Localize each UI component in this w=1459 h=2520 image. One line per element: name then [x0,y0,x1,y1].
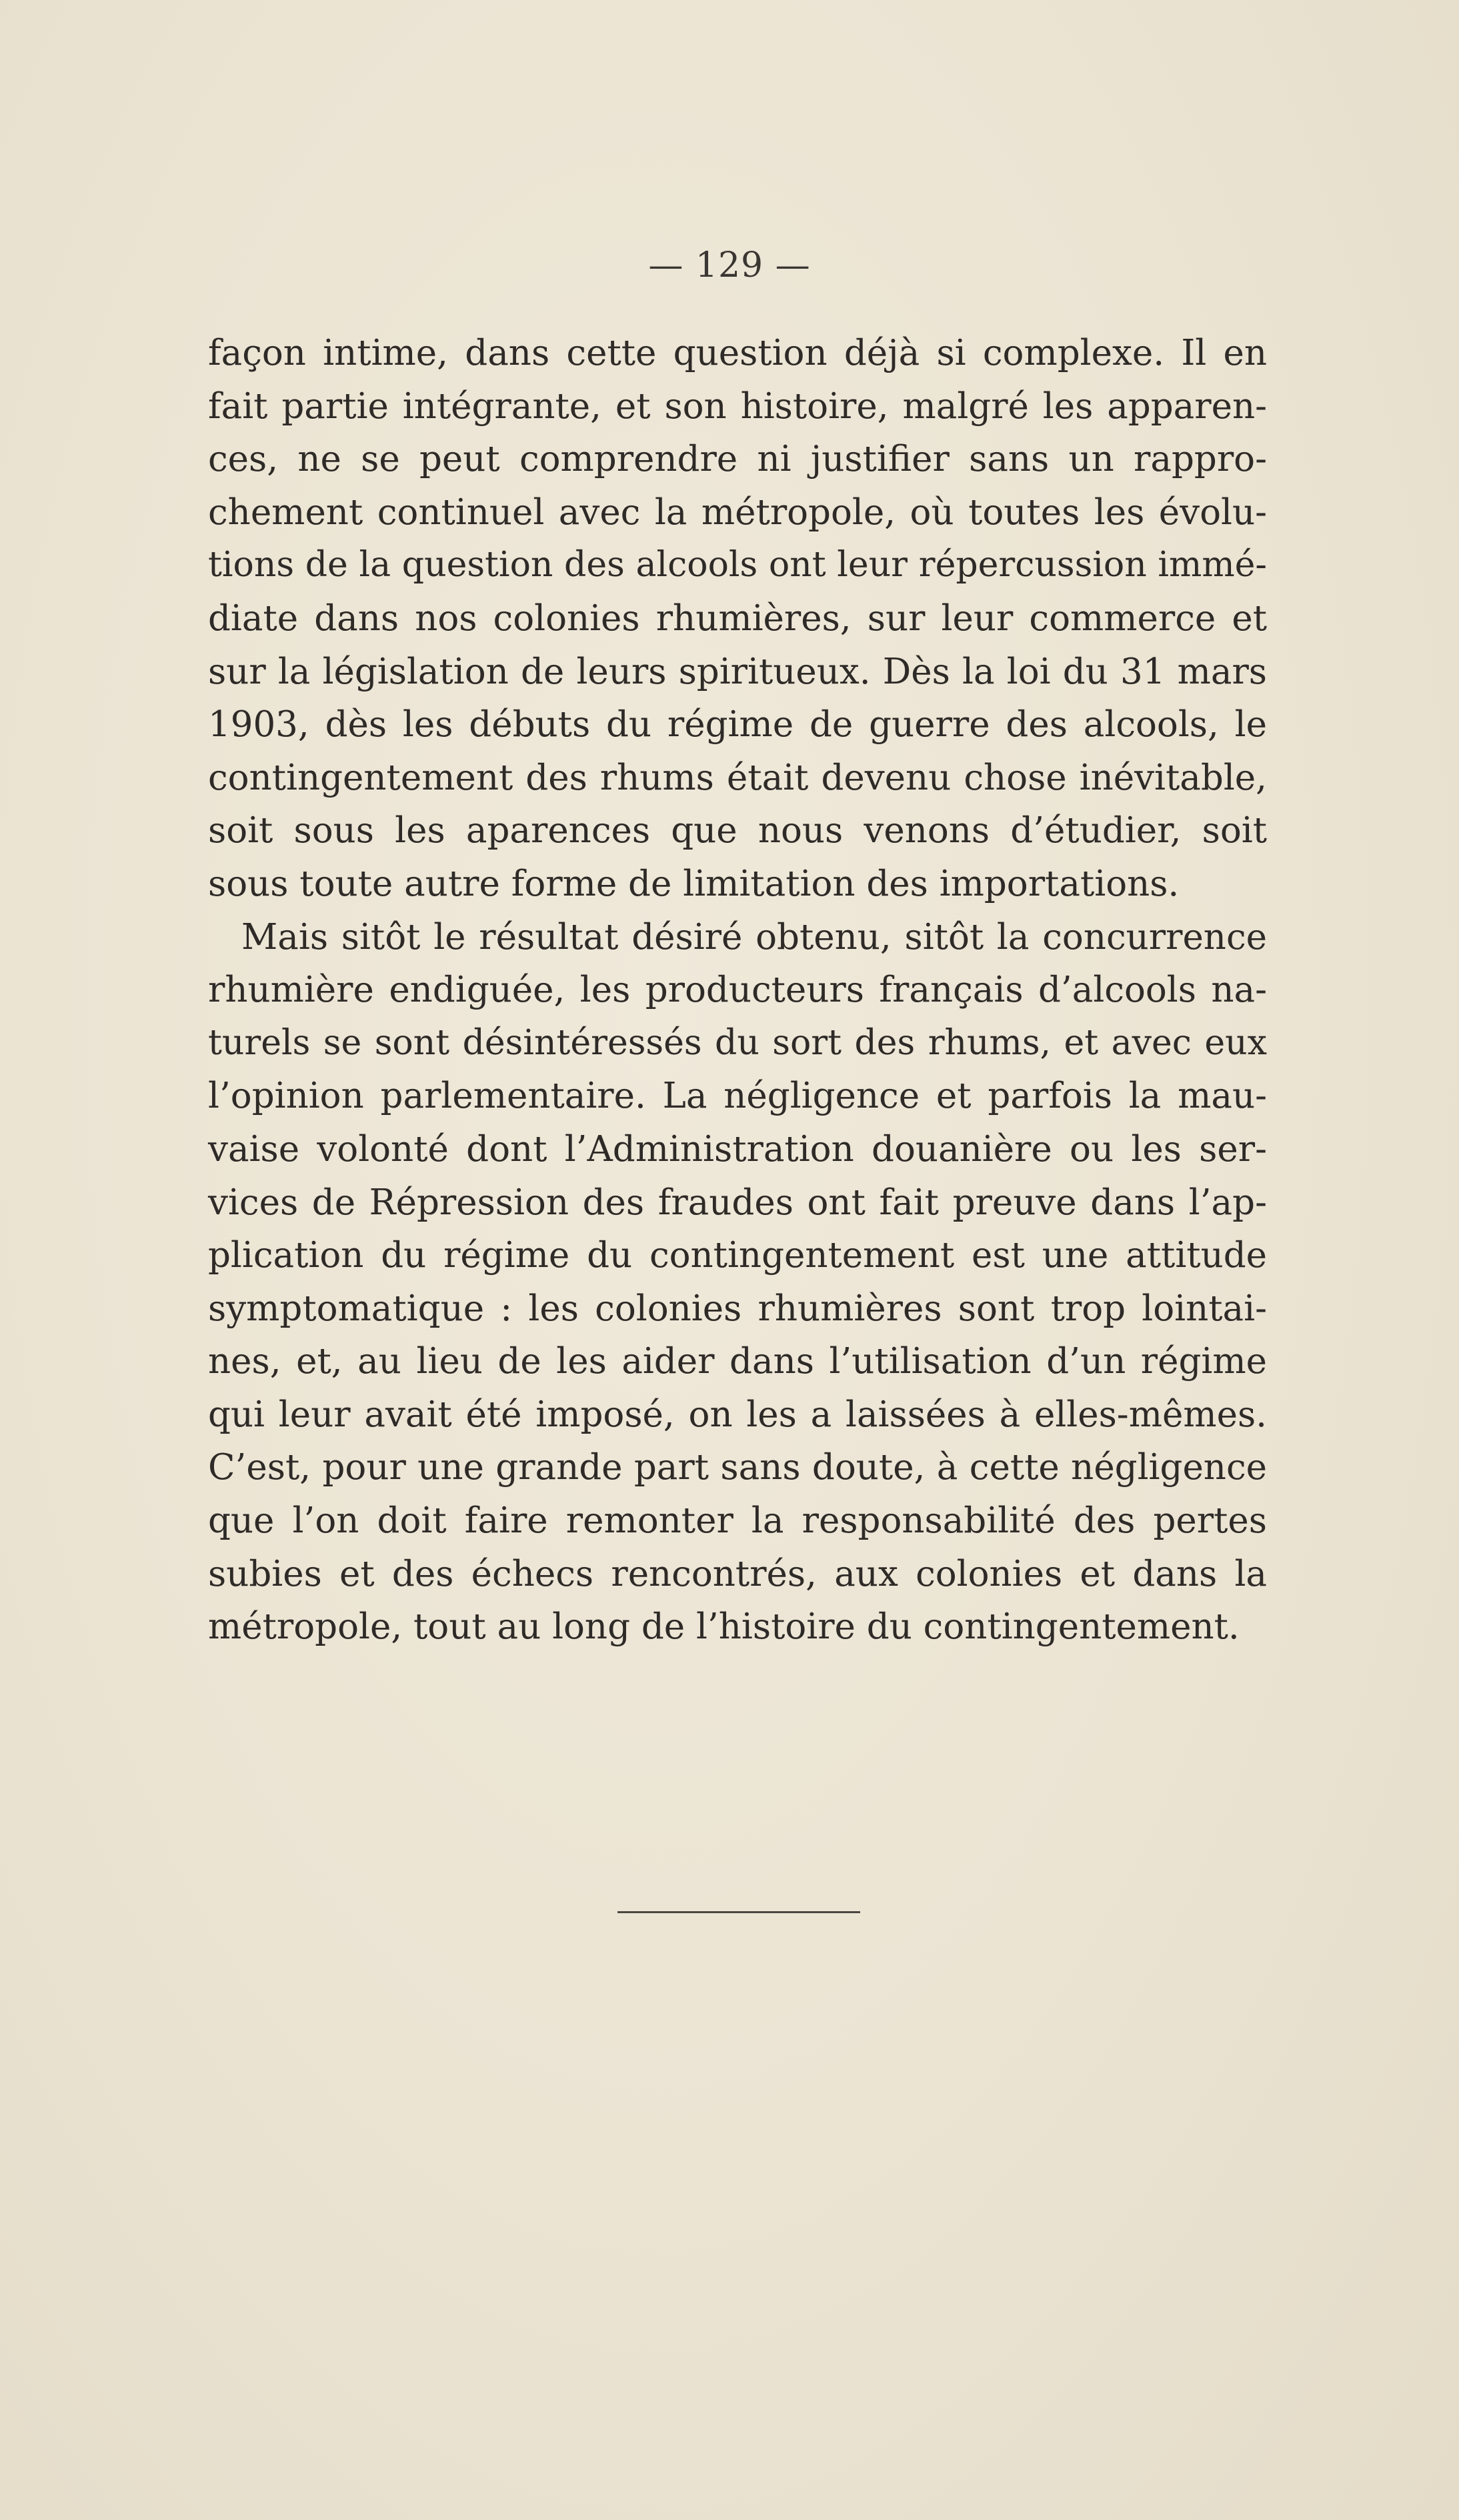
paragraph-2 [208,911,1267,1654]
text-line: symptomatique : les colonies rhumières sont trop lointai- [208,1288,1267,1329]
text-line: contingentement des rhums était devenu chose inévitable, [208,757,1267,798]
text-line: ces, ne se peut comprendre ni justifier sans un rappro- [208,439,1267,480]
body-text [208,327,1267,1654]
text-line: vaise volonté dont l’Administration douanière ou les ser- [208,1128,1267,1170]
text-line: vices de Répression des fraudes ont fait preuve dans l’ap- [208,1182,1267,1223]
section-end-rule [617,1911,860,1913]
text-line: plication du régime du contingentement est une attitude [208,1235,1267,1276]
text-line: façon intime, dans cette question déjà si complexe. Il en [208,333,1267,373]
text-line: métropole, tout au long de l’histoire du contingentement. [208,1606,1240,1648]
text-line: sur la législation de leurs spiritueux. Dès la loi du 31 mars [208,651,1267,692]
text-line: que l’on doit faire remonter la responsabilité des pertes [208,1500,1267,1542]
text-line: nes, et, au lieu de les aider dans l’utilisation d’un régime [208,1341,1267,1382]
text-line: sous toute autre forme de limitation des importations. [208,863,1180,904]
text-line: chement continuel avec la métropole, où toutes les évolu- [208,491,1267,533]
text-line: diate dans nos colonies rhumières, sur leur commerce et [208,597,1267,639]
text-line: subies et des échecs rencontrés, aux colonies et dans la [208,1553,1267,1594]
text-line: turels se sont désintéressés du sort des rhums, et avec eux [208,1022,1267,1063]
text-line: 1903, dès les débuts du régime de guerre des alcools, le [208,704,1267,746]
text-line: Mais sitôt le résultat désiré obtenu, sitôt la concurrence [241,916,1267,958]
text-line: qui leur avait été imposé, on les a laissées à elles-mêmes. [208,1394,1267,1435]
paragraph-1 [208,327,1267,911]
text-line: fait partie intégrante, et son histoire, malgré les apparen- [208,385,1267,427]
text-line: C’est, pour une grande part sans doute, à cette négligence [208,1447,1267,1488]
page-number: — 129 — [648,245,811,285]
text-line: soit sous les aparences que nous venons d’étudier, soit [208,810,1267,852]
text-line: rhumière endiguée, les producteurs français d’alcools na- [208,970,1267,1011]
text-line: tions de la question des alcools ont leur répercussion immé- [208,545,1267,585]
text-line: l’opinion parlementaire. La négligence et parfois la mau- [208,1076,1267,1117]
